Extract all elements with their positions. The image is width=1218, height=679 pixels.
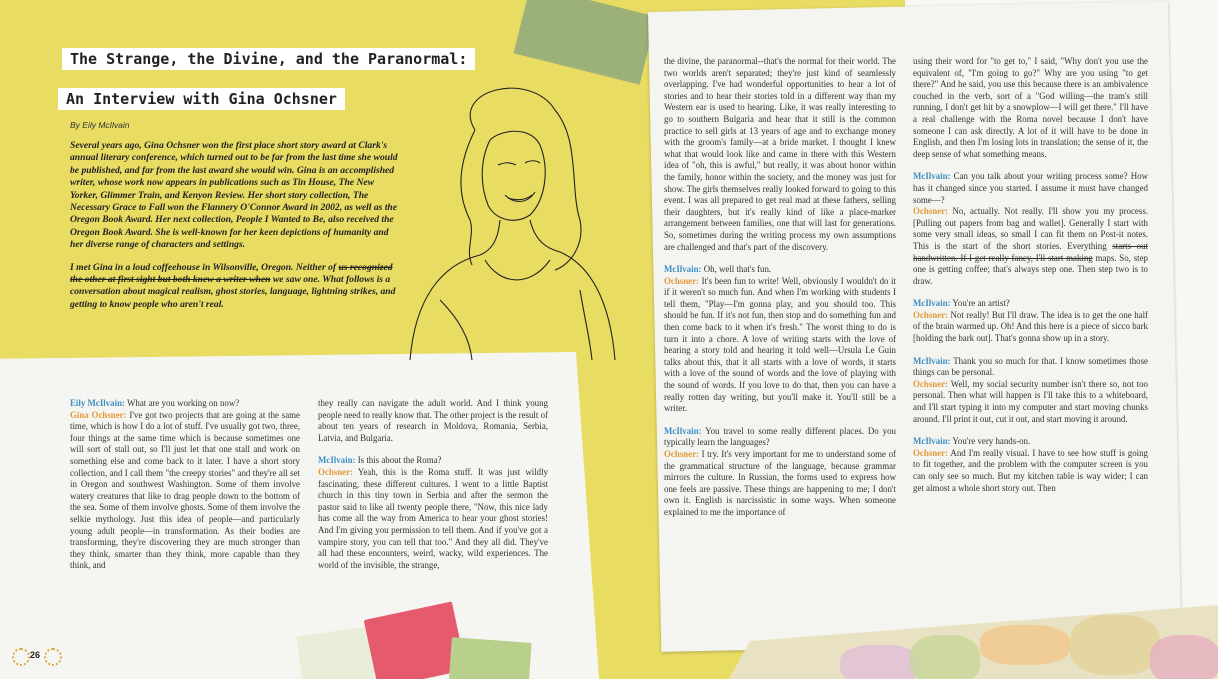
qa-block: McIlvain: Is this about the Roma? Ochsner: Yeah, this is the Roma stuff. It was just wildly fascinating, these different cultures. I went to a little Baptist church in this tiny town in Serbia and after the sermon the pastor said to like all twenty people there, "Now, this nice lady has come all the way from America to hear your ghost stories! And I'm giving you permission to tell them. And if you've got a vampire story, you can tell that too." And they all did. They've all had these encounters, weird, wacky, wild experiences. The world of the invisible, the strange,: [318, 455, 548, 570]
author-portrait-illustration: [380, 70, 620, 360]
speaker-label-ochsner: Ochsner:: [913, 378, 949, 389]
speaker-label-ochsner: Ochsner:: [664, 275, 700, 286]
left-column-2: [318, 398, 548, 582]
qa-block: McIlvain: You're very hands-on. Ochsner: And I'm really visual. I have to see how stuff is going to fit together, and the problem with the computer screen is you can only see so much. But my kitchen table is way wider; I can get almost a whole short story out. Then: [913, 436, 1148, 493]
speaker-label-ochsner: Ochsner:: [913, 309, 949, 320]
speaker-label-ochsner: Ochsner:: [318, 466, 354, 477]
byline: By Eily McIlvain: [70, 120, 130, 130]
speaker-label-mcilvain: McIlvain:: [913, 355, 951, 366]
decorative-flower-icon: [12, 648, 30, 666]
speaker-label-mcilvain: McIlvain:: [664, 264, 702, 275]
speaker-label-mcilvain: McIlvain:: [913, 436, 951, 447]
speaker-label-mcilvain: McIlvain:: [664, 425, 702, 436]
right-column-2: [913, 56, 1148, 505]
intro-paragraph-2: I met Gina in a loud coffeehouse in Wilsonville, Oregon. Neither of us recognized the other at first sight but both knew a writer when we saw one. What follows is a conversation about magical realism, ghost stories, language, lightning strikes, and getting to know people who aren't real.: [70, 261, 396, 310]
speaker-label-mcilvain: Eily McIlvain:: [70, 398, 125, 408]
speaker-label-ochsner: Ochsner:: [913, 206, 949, 217]
answer-continued: the divine, the paranormal--that's the normal for their world. The two worlds aren't separated; they're just kind of seamlessly overlapping. I've had wonderful opportunities to hear a lot of stories and to hear their stories told in a different way than my Western ear is used to hearing. Like, it was really interesting to go to southern Bulgaria and hear that it still is the common practice to sell girls at 13 years of age and to exchange money with the groom's family—at a bride market. I thought I knew what that would look like and came in there with this Western idea of "oh, this is awful," but really, it was about honor within the family, honor within the society, and the money was just for show. The girls themselves really looked forward to going to this event. I was all prepared to get real mad at these fathers, selling their daughters, but it's really kind of like a place-marker arrangement between families, one that will last for generations. So, sometimes during the writing process my own assumptions are challenged and that's part of the discovery.: [664, 56, 896, 252]
speaker-label-mcilvain: McIlvain:: [318, 455, 356, 466]
qa-block: McIlvain: Thank you so much for that. I know sometimes those things can be personal. Ochsner: Well, my social security number isn't there so, not too personal. Then what will happen is I'll take this to a whiteboard, and I'll start typing it into my computer and start moving chunks around. I'll print it out, cut it out, and start moving it around.: [913, 355, 1148, 424]
speaker-label-ochsner: Ochsner:: [913, 447, 949, 458]
speaker-label-mcilvain: McIlvain:: [913, 171, 951, 182]
decorative-flower-icon: [44, 648, 62, 666]
article-title-line2: An Interview with Gina Ochsner: [58, 88, 345, 110]
qa-block: Eily McIlvain: What are you working on now? Gina Ochsner: I've got two projects that are going at the same time, which is how I do a lot of stuff. I've usually got two, three, four things at the same time which is because sometimes one will sort of stall out, so I'll just let that one stall and work on something else and come back to it later. I have a short story collection, and I call them "the creepy stories" and they're all set in Oregon and southwest Washington. Some of them involve watery creatures that like to drag people down to the bottom of the sea. Some of them involve ghosts. Some of them involve the selkie mythology. Just this idea of people—and particularly young adult people—in transformation. As their bodies are transforming, they're discovering they are much stronger than they think, smarter than they think, more capable than they think, and: [70, 398, 300, 571]
answer-continued: they really can navigate the adult world. And I think young people need to really know that. The other project is the result of about ten years of research in Moldova, Romania, Serbia, Latvia, and Bulgaria.: [318, 398, 548, 443]
page-number: 26: [30, 650, 41, 660]
intro-text: [70, 140, 400, 321]
qa-block: McIlvain: You travel to some really different places. Do you typically learn the languages? Ochsner: I try. It's very important for me to understand some of the grammatical structure of the language, because grammar mirrors the culture. In Russian, the forms used to express how one feels are passive. These things are happening to me; I don't own it. English is narcissistic in some ways. When someone explained to me the importance of: [664, 425, 896, 517]
qa-block: McIlvain: Can you talk about your writing process some? How has it changed since you started. I assume it must have changed some—? Ochsner: No, actually. Not really. I'll show you my process. [Pulling out papers from bag and wallet]. Generally I start with some very small ideas, so small I can fit them on Post-it notes. This is the start of the short stories. Everything starts out handwritten. If I get really fancy, I'll start making maps. So, step one is getting coffee; that's always step one. Then step two is to draw.: [913, 171, 1148, 286]
speaker-label-mcilvain: McIlvain:: [913, 298, 951, 309]
qa-block: McIlvain: You're an artist? Ochsner: Not really! But I'll draw. The idea is to get the one half of the brain warmed up. Oh! And this here is a piece of sicco bark [holding the bark out]. That's gonna show up in a story.: [913, 298, 1148, 344]
handwritten-notes-image: [300, 600, 520, 679]
intro-paragraph-1: Several years ago, Gina Ochsner won the first place short story award at Clark's annual literary conference, which turned out to be far from the last time she would be published, and far from the last award she would win. Gina is an accomplished writer, whose work now appears in publications such as Tin House, The New Yorker, Glimmer Train, and Kenyon Review. Her short story collection, The Necessary Grace to Fall won the Flannery O'Connor Award in 2002, as well as the Oregon Book Award. Her next collection, People I Wanted to Be, also received the Oregon Book Award. She is well-known for her keen depictions of humanity and her diverse range of characters and settings.: [70, 140, 398, 251]
speaker-label-ochsner: Ochsner:: [664, 449, 700, 459]
right-column-1: [664, 56, 896, 530]
article-title-line1: The Strange, the Divine, and the Paranormal:: [62, 48, 475, 70]
answer-continued: using their word for "to get to," I said, "Why don't you use the equivalent of, "I'm going to go?" Why are you using "to get there?" And he said, you use this because there is an ambivalence couched in the verb, sort of a "God willing—the tram's still running, I don't get hit by a snowplow—I will get there." I'll have a real challenge with the Roma novel because I don't have someone I can ask directly. A lot of it will have to be done in English, and then I'm losing lots in translation; the sense of it, the deep sense of what something means.: [913, 56, 1148, 159]
left-column-1: [70, 398, 300, 583]
qa-block: McIlvain: Oh, well that's fun. Ochsner: It's been fun to write! Well, obviously I wouldn't do it if it weren't so much fun. And when I'm working with students I tell them, "Play—I'm gonna play, and you should too. This should be fun. If it's not fun, then stop and do something fun and then come back to it when it's fresh." The worst thing to do is turn it into a chore. A love of writing starts with the love of hearing a story told and hearing it told well—Ursula Le Guin talks about this, that it all starts with a love of words, it starts with a love of the sound of words and the love of playing with the sound of words. If you love to do that, then you can have a really rotten day writing, but you'll make it. You'll still be a writer.: [664, 264, 896, 414]
speaker-label-ochsner: Gina Ochsner:: [70, 409, 127, 420]
